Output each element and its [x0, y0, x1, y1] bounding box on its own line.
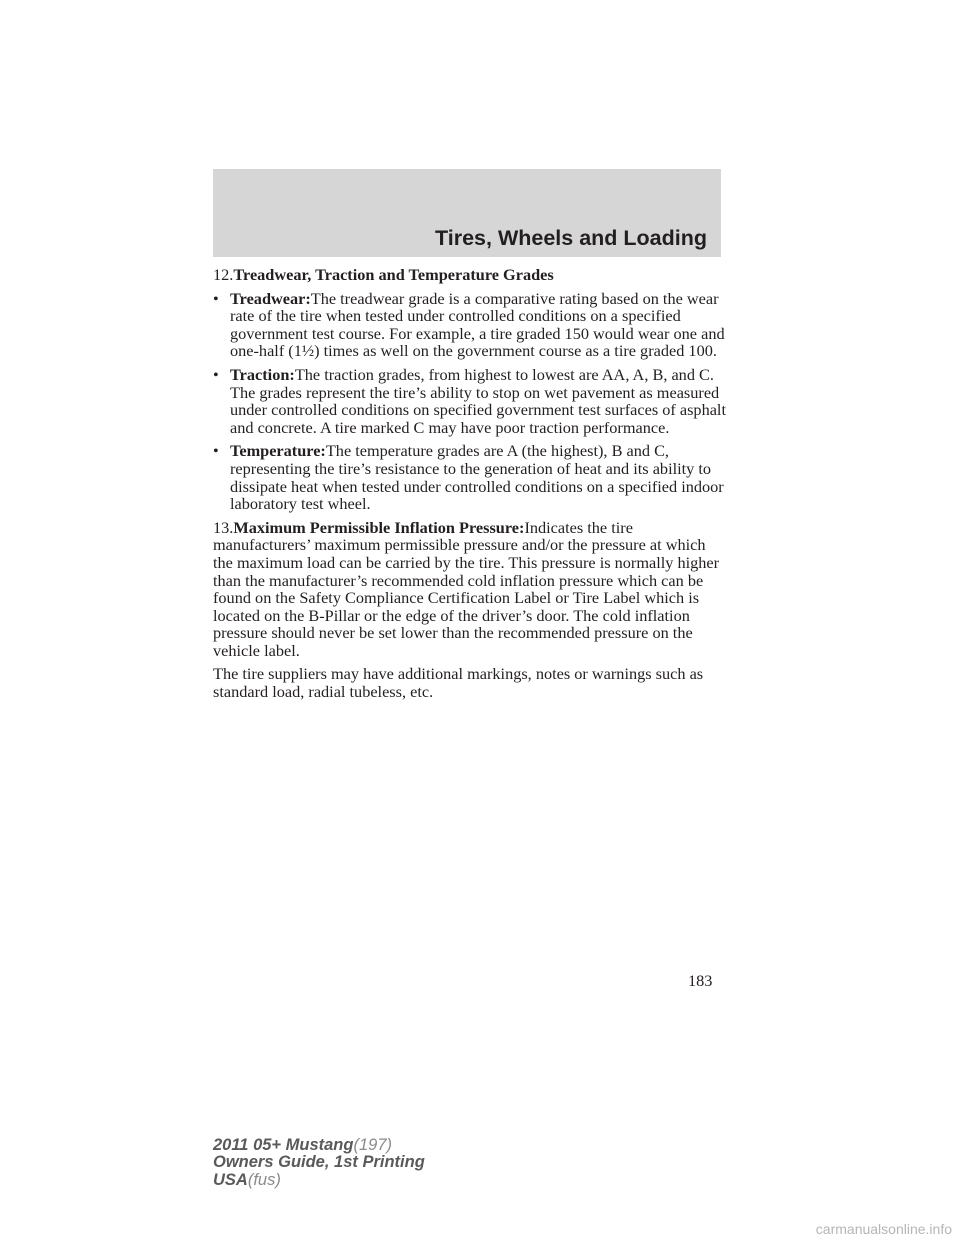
footer-line-3	[213, 1172, 425, 1189]
item-12-title: Treadwear, Traction and Temperature Grades	[233, 265, 554, 284]
bullet-term: Traction:	[230, 364, 295, 384]
page-content	[213, 266, 728, 707]
bullet-text: The temperature grades are A (the highest), B and C, representing the tire’s resistance to the generation of heat and its ability to dissipate heat when tested under controlled conditions on a specified indoor laboratory test wheel.	[230, 441, 724, 514]
bullet-marker: •	[213, 441, 219, 461]
footer-line-1	[213, 1137, 425, 1154]
closing-paragraph: The tire suppliers may have additional markings, notes or warnings such as standard load, radial tubeless, etc.	[213, 664, 704, 702]
print-footer	[213, 1137, 425, 1189]
bullet-traction	[213, 366, 728, 436]
footer-line-2: Owners Guide, 1st Printing	[213, 1153, 425, 1172]
bullet-marker: •	[213, 364, 219, 384]
bullet-text: The treadwear grade is a comparative rating based on the wear rate of the tire when tested under controlled conditions on a specified government test course. For example, a tire graded 150 would wear one and one-half (1½) times as well on the government course as a tire graded 100.	[230, 288, 725, 361]
footer-market: USA	[213, 1170, 248, 1189]
section-title: Tires, Wheels and Loading	[435, 226, 707, 250]
bullet-term: Treadwear:	[230, 288, 311, 308]
item-12-heading	[213, 266, 728, 284]
bullet-treadwear	[213, 290, 728, 360]
section-header-band	[213, 169, 721, 257]
page-number: 183	[688, 971, 713, 990]
item-13-text: Indicates the tire manufacturers’ maximum permissible pressure and/or the pressure at which the maximum load can be carried by the tire. This pressure is normally higher than the manufacturer’s recommended cold inflation pressure which can be found on the Safety Compliance Certification Label or Tire Label which is located on the B-Pillar or the edge of the driver’s door. The cold inflation pressure should never be set lower than the recommended pressure on the vehicle label.	[213, 517, 720, 660]
bullet-temperature	[213, 442, 728, 512]
footer-market-code: (fus)	[247, 1170, 281, 1189]
bullet-term: Temperature:	[230, 441, 326, 461]
item-12-number: 12.	[213, 265, 234, 284]
bullet-marker: •	[213, 288, 219, 308]
item-13-number: 13.	[213, 517, 234, 537]
footer-model: 2011 05+ Mustang	[213, 1136, 354, 1154]
item-13-title: Maximum Permissible Inflation Pressure:	[233, 517, 525, 537]
bullet-text: The traction grades, from highest to lowest are AA, A, B, and C. The grades represent the tire’s ability to stop on wet pavement as measured under controlled conditions on specified government test surfaces of asphalt and concrete. A tire marked C may have poor traction performance.	[230, 364, 726, 437]
site-watermark: carmanualsonline.info	[815, 1221, 952, 1237]
footer-code: (197)	[353, 1136, 392, 1154]
item-13-paragraph	[213, 519, 728, 660]
